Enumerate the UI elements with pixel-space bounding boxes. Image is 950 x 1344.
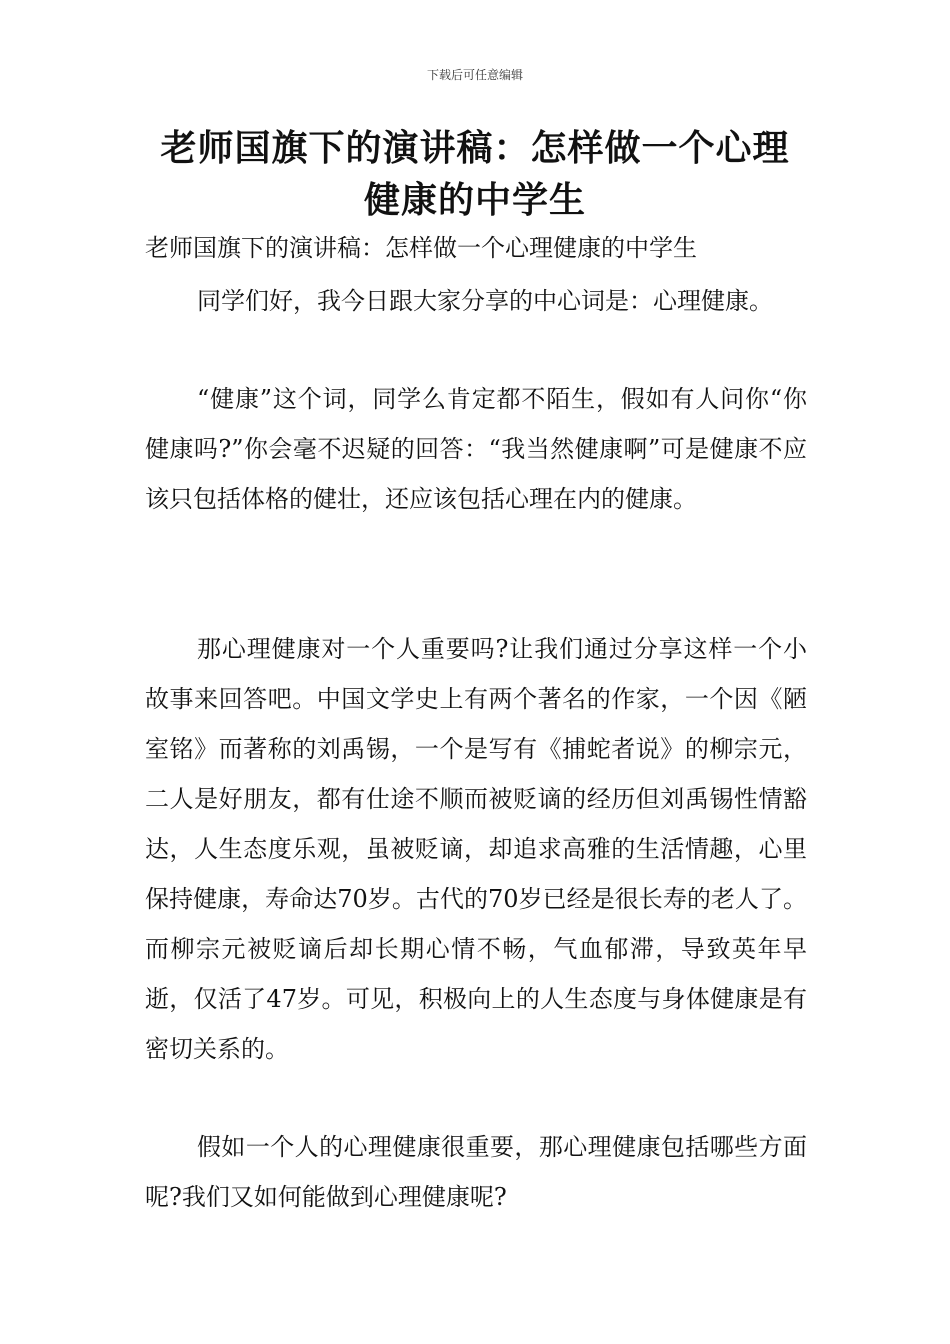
paragraph-story: 那心理健康对一个人重要吗?让我们通过分享这样一个小故事来回答吧。中国文学史上有两个著名的作家，一个因《陋室铭》而著称的刘禹锡，一个是写有《捕蛇者说》的柳宗元，二人是好朋友，都有仕途不顺而被贬谪的经历但刘禹锡性情豁达，人生态度乐观，虽被贬谪，却追求高雅的生活情趣，心里保持健康，寿命达70岁。古代的70岁已经是很长寿的老人了。而柳宗元被贬谪后却长期心情不畅，气血郁滞，导致英年早逝，仅活了47岁。可见，积极向上的人生态度与身体健康是有密切关系的。 <box>145 635 807 1063</box>
paragraph-greeting: 同学们好，我今日跟大家分享的中心词是：心理健康。 <box>197 287 773 315</box>
document-subtitle: 老师国旗下的演讲稿：怎样做一个心理健康的中学生 <box>145 234 697 262</box>
paragraph-question: 假如一个人的心理健康很重要，那心理健康包括哪些方面呢?我们又如何能做到心理健康呢? <box>145 1133 807 1211</box>
document-title: 老师国旗下的演讲稿：怎样做一个心理健康的中学生 <box>160 128 790 221</box>
page-header-note: 下载后可任意编辑 <box>426 68 523 82</box>
paragraph-health-definition: “健康”这个词，同学么肯定都不陌生，假如有人问你“你健康吗?”你会毫不迟疑的回答：“我当然健康啊”可是健康不应该只包括体格的健壮，还应该包括心理在内的健康。 <box>145 385 807 513</box>
